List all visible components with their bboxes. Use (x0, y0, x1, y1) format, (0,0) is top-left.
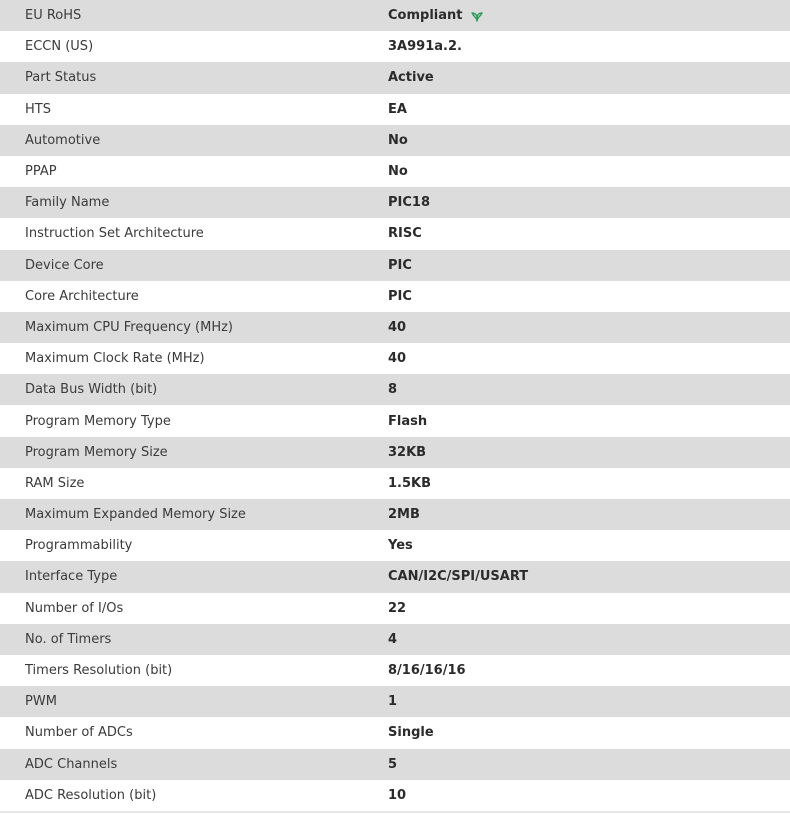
spec-label: Family Name (25, 195, 110, 211)
spec-value: 4 (388, 631, 398, 647)
spec-row-device-core (0, 250, 790, 281)
spec-value: No (388, 164, 408, 180)
spec-row-hts (0, 94, 790, 125)
leaf-icon (470, 9, 484, 23)
spec-value: 5 (388, 756, 398, 772)
spec-row-number-of-adcs (0, 717, 790, 748)
spec-value: Active (388, 70, 434, 86)
spec-row-programmability (0, 530, 790, 561)
spec-row-ppap (0, 156, 790, 187)
spec-label: Part Status (25, 70, 97, 86)
spec-row-automotive (0, 125, 790, 156)
spec-value: 40 (388, 351, 407, 367)
spec-value: No (388, 132, 408, 148)
spec-row-eccn (0, 31, 790, 62)
spec-row-adc-resolution (0, 780, 790, 813)
spec-label: Timers Resolution (bit) (25, 663, 173, 679)
spec-row-max-clock-rate (0, 343, 790, 374)
spec-label: No. of Timers (25, 631, 112, 647)
spec-row-program-memory-type (0, 405, 790, 436)
spec-label: Number of ADCs (25, 725, 133, 741)
spec-value: Flash (388, 413, 428, 429)
spec-value: EA (388, 101, 407, 117)
spec-label: HTS (25, 101, 51, 117)
spec-label: ADC Resolution (bit) (25, 787, 157, 803)
spec-label: EU RoHS (25, 8, 82, 24)
spec-row-part-status (0, 62, 790, 93)
spec-label: Program Memory Size (25, 444, 168, 460)
spec-value: RISC (388, 226, 422, 242)
spec-label: ADC Channels (25, 756, 118, 772)
spec-label: Programmability (25, 538, 133, 554)
spec-value: Single (388, 725, 434, 741)
spec-row-program-memory-size (0, 437, 790, 468)
spec-label: Maximum CPU Frequency (MHz) (25, 319, 233, 335)
spec-label: Device Core (25, 257, 104, 273)
spec-label: Maximum Expanded Memory Size (25, 507, 246, 523)
spec-row-max-expanded-memory (0, 499, 790, 530)
spec-label: Core Architecture (25, 288, 139, 304)
spec-row-isa (0, 218, 790, 249)
spec-row-pwm (0, 686, 790, 717)
spec-row-data-bus-width (0, 374, 790, 405)
spec-value: 22 (388, 600, 407, 616)
spec-label: RAM Size (25, 475, 85, 491)
spec-value: 8/16/16/16 (388, 663, 466, 679)
spec-row-number-of-timers (0, 624, 790, 655)
spec-value: 32KB (388, 444, 427, 460)
spec-value: 1 (388, 694, 398, 710)
spec-label: Data Bus Width (bit) (25, 382, 158, 398)
spec-row-eu-rohs (0, 0, 790, 31)
spec-value: 1.5KB (388, 475, 432, 491)
spec-label: PWM (25, 694, 57, 710)
spec-value: PIC18 (388, 195, 430, 211)
spec-value: 2MB (388, 507, 420, 523)
spec-row-family-name (0, 187, 790, 218)
spec-value: 3A991a.2. (388, 39, 462, 55)
spec-row-adc-channels (0, 749, 790, 780)
spec-value: PIC (388, 257, 412, 273)
spec-label: ECCN (US) (25, 39, 94, 55)
spec-row-timers-resolution (0, 655, 790, 686)
spec-label: Maximum Clock Rate (MHz) (25, 351, 205, 367)
spec-value: Compliant (388, 8, 463, 24)
spec-value: 40 (388, 319, 407, 335)
spec-value: 10 (388, 787, 407, 803)
spec-row-number-of-ios (0, 593, 790, 624)
spec-label: Number of I/Os (25, 600, 124, 616)
spec-label: Program Memory Type (25, 413, 171, 429)
spec-value-wrapper (388, 8, 484, 23)
spec-value: 8 (388, 382, 398, 398)
spec-value: Yes (388, 538, 413, 554)
spec-value: CAN/I2C/SPI/USART (388, 569, 529, 585)
spec-row-interface-type (0, 561, 790, 592)
spec-label: Automotive (25, 132, 101, 148)
spec-row-ram-size (0, 468, 790, 499)
spec-label: PPAP (25, 164, 57, 180)
spec-row-max-cpu-frequency (0, 312, 790, 343)
spec-label: Interface Type (25, 569, 118, 585)
spec-value: PIC (388, 288, 412, 304)
spec-label: Instruction Set Architecture (25, 226, 204, 242)
spec-row-core-architecture (0, 281, 790, 312)
